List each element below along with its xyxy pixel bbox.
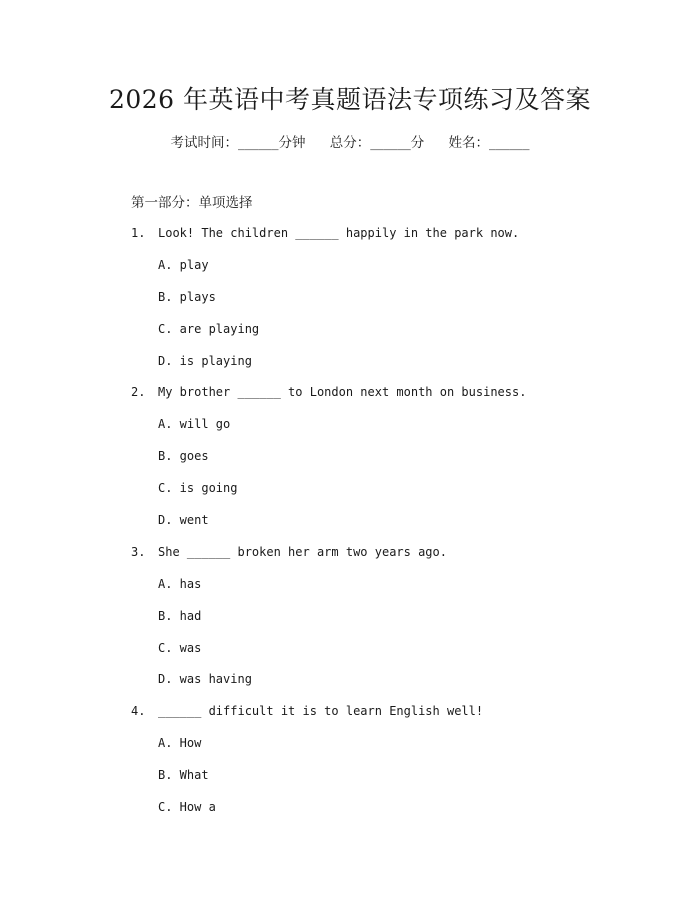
question-number: 1. [131,226,146,240]
question-2-option-d [0,510,700,542]
option-text: B. What [158,768,209,783]
question-3-option-d [0,669,700,701]
question-3-option-b [0,606,700,638]
name-field: 姓名：______ [448,135,530,151]
option-text: C. was [158,640,202,655]
question-text: Look! The children ______ happily in the park now. [158,226,520,240]
option-text: A. will go [158,417,231,432]
option-text: C. is going [158,481,238,496]
question-3-option-c [0,638,700,670]
option-text: D. was having [158,672,252,687]
question-3 [0,542,700,574]
page-title: 2026 年英语中考真题语法专项练习及答案 [108,85,592,114]
question-4 [0,701,700,733]
question-1-option-d [0,351,700,383]
option-text: D. is playing [158,353,252,368]
question-text: She ______ broken her arm two years ago. [158,544,447,559]
option-text: A. play [158,257,209,272]
question-1-option-c [0,319,700,351]
question-2-option-a [0,414,700,446]
question-4-option-a [0,733,700,765]
question-1-option-b [0,287,700,319]
section-heading: 第一部分：单项选择 [131,195,253,211]
question-list [0,223,700,829]
exam-time-field: 考试时间：______分钟 [170,135,306,151]
question-4-option-b [0,765,700,797]
total-score-field: 总分：______分 [329,135,425,151]
question-4-option-c [0,797,700,829]
option-text: D. went [158,513,209,528]
question-1 [0,223,700,255]
option-text: A. How [158,736,202,751]
question-number: 2. [131,385,146,400]
question-2 [0,382,700,414]
question-1-option-a [0,255,700,287]
option-text: B. goes [158,449,209,464]
option-text: C. are playing [158,321,260,336]
question-text: ______ difficult it is to learn English well! [158,704,484,719]
option-text: B. had [158,608,202,623]
option-text: B. plays [158,289,216,304]
question-number: 3. [131,544,146,559]
question-2-option-b [0,446,700,478]
option-text: C. How a [158,800,216,815]
option-text: A. has [158,576,202,591]
exam-meta [0,131,700,151]
question-number: 4. [131,704,146,719]
question-text: My brother ______ to London next month on business. [158,385,527,400]
question-3-option-a [0,574,700,606]
question-2-option-c [0,478,700,510]
